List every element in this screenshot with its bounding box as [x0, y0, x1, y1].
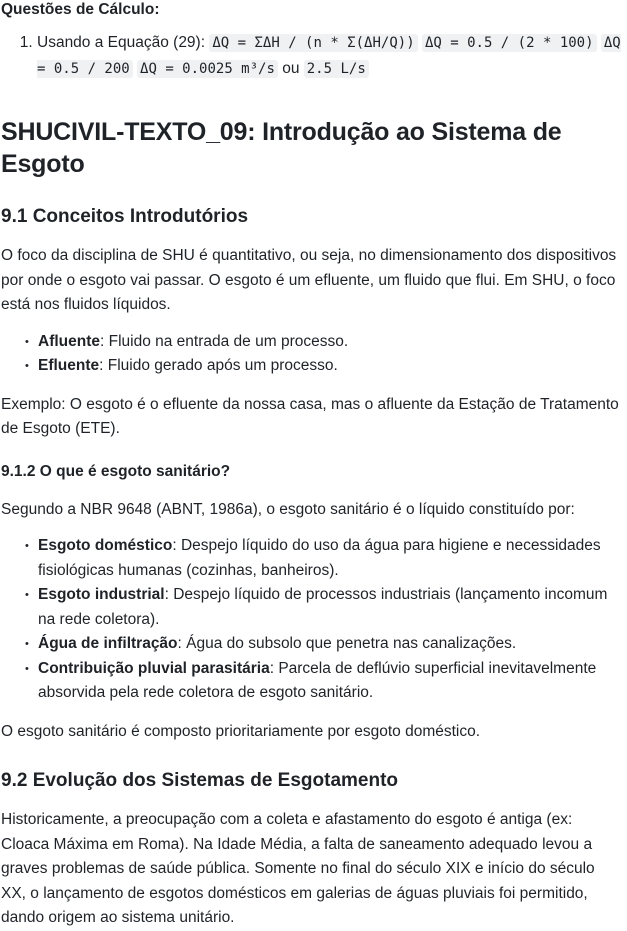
calc-questions-label: Questões de Cálculo:: [1, 1, 160, 18]
definition: : Fluido na entrada de um processo.: [100, 332, 349, 350]
formula-code: 2.5 L/s: [304, 60, 369, 78]
term: Efluente: [38, 357, 100, 374]
paragraph-closing: O esgoto sanitário é composto prioritariamente por esgoto doméstico.: [1, 722, 481, 740]
list-item: [38, 354, 621, 379]
section-heading-9-1-2: 9.1.2 O que é esgoto sanitário?: [1, 462, 231, 480]
calc-list: [1, 30, 621, 82]
composition-list: [1, 534, 621, 706]
formula-code: ΔQ = 0.0025 m³/s: [137, 60, 278, 78]
list-item: [38, 330, 621, 355]
or-word: ou: [277, 60, 304, 77]
definition: : Água do subsolo que penetra nas canalizações.: [177, 635, 517, 652]
paragraph-intro: O foco da disciplina de SHU é quantitativo, ou seja, no dimensionamento dos dispositivos por onde o esgoto vai passar. O esgoto é um efluente, um fluido que flui. Em SHU, o foco está nos fluidos líquidos.: [1, 247, 617, 313]
list-item: [38, 657, 621, 706]
definition: : Fluido gerado após um processo.: [99, 357, 338, 374]
paragraph-history: Historicamente, a preocupação com a coleta e afastamento do esgoto é antiga (ex: Cloaca Máxima em Roma). Na Idade Média, a falta de saneamento adequado levou a graves problemas de saúde pública. Somente no final do século XIX e início do século XX, o lançamento de esgotos domésticos em galerias de águas pluviais foi permitido, dando origem ao sistema unitário.: [1, 811, 595, 926]
paragraph-nbr: Segundo a NBR 9648 (ABNT, 1986a), o esgoto sanitário é o líquido constituído por:: [1, 500, 575, 518]
formula-code: ΔQ = ΣΔH / (n * Σ(ΔH/Q)): [209, 34, 417, 52]
term: Água de infiltração: [38, 635, 178, 652]
term: Afluente: [38, 332, 100, 350]
term: Esgoto industrial: [38, 586, 165, 603]
definitions-list: [1, 330, 621, 379]
formula-code: ΔQ = 0.5 / (2 * 100): [422, 34, 597, 52]
term: Contribuição pluvial parasitária: [38, 659, 270, 677]
calc-item: [37, 30, 621, 82]
calc-lead: Usando a Equação (29):: [37, 34, 210, 51]
definition: : Despejo líquido de processos industriais (lançamento incomum na rede coletora).: [38, 586, 608, 628]
definition: : Despejo líquido do uso da água para higiene e necessidades fisiológicas humanas (cozinhas, banheiros).: [38, 537, 601, 579]
list-item: [38, 632, 621, 657]
definition: : Parcela de deflúvio superficial inevitavelmente absorvida pela rede coletora de esgoto sanitário.: [38, 659, 597, 701]
paragraph-example: Exemplo: O esgoto é o efluente da nossa casa, mas o afluente da Estação de Tratamento de Esgoto (ETE).: [1, 395, 619, 437]
section-heading-9-1: 9.1 Conceitos Introdutórios: [1, 206, 249, 227]
list-item: [38, 583, 621, 632]
formula-code: ΔQ = 0.5 / 200: [37, 35, 621, 77]
list-item: [38, 534, 621, 583]
document-title: SHUCIVIL-TEXTO_09: Introdução ao Sistema de Esgoto: [1, 118, 562, 178]
section-heading-9-2: 9.2 Evolução dos Sistemas de Esgotamento: [1, 770, 399, 791]
term: Esgoto doméstico: [38, 537, 173, 554]
